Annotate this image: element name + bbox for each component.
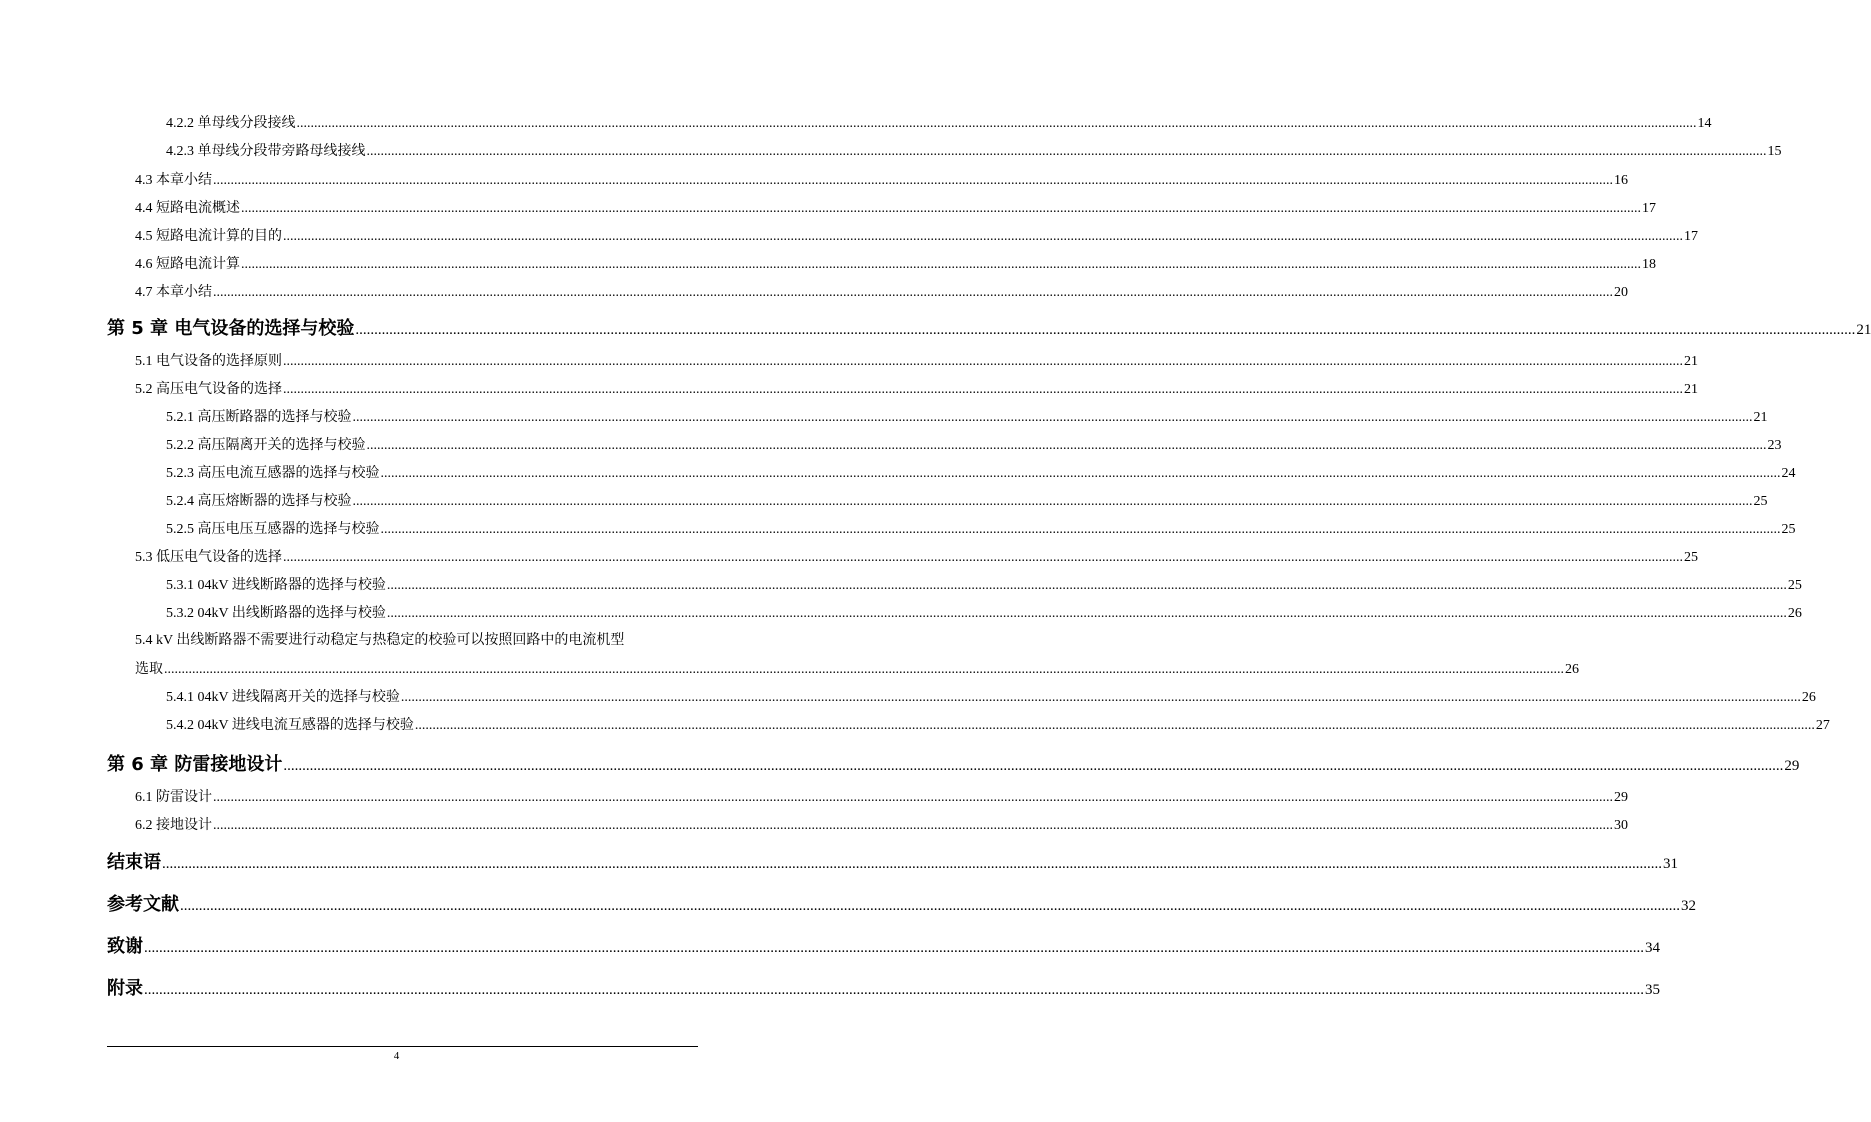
toc-entry[interactable] bbox=[135, 285, 1628, 300]
toc-leader-dots: ................................................................................................................................................................................................................................................................................................................................................................................................................ bbox=[144, 940, 1644, 956]
toc-page-number: 31 bbox=[1663, 856, 1678, 872]
toc-leader-dots: ................................................................................................................................................................................................................................................................................................................................................................................................................ bbox=[380, 466, 1781, 481]
toc-entry[interactable] bbox=[166, 578, 1802, 593]
toc-page-number: 16 bbox=[1614, 173, 1628, 188]
toc-entry-label: 选取 bbox=[135, 662, 163, 677]
toc-entry[interactable] bbox=[135, 818, 1628, 833]
toc-page-number: 15 bbox=[1767, 144, 1782, 159]
toc-page-number: 23 bbox=[1767, 438, 1782, 453]
toc-entry-label: 结束语 bbox=[107, 852, 161, 873]
toc-leader-dots: ................................................................................................................................................................................................................................................................................................................................................................................................................ bbox=[283, 550, 1683, 565]
toc-leader-dots: ................................................................................................................................................................................................................................................................................................................................................................................................................ bbox=[283, 758, 1784, 774]
toc-page-number: 26 bbox=[1787, 606, 1802, 621]
toc-page-number: 25 bbox=[1787, 578, 1802, 593]
toc-leader-dots: ................................................................................................................................................................................................................................................................................................................................................................................................................ bbox=[380, 522, 1781, 537]
toc-page-number: 30 bbox=[1614, 818, 1628, 833]
toc-entry[interactable] bbox=[135, 790, 1628, 805]
toc-entry[interactable] bbox=[166, 438, 1782, 453]
toc-leader-dots: ................................................................................................................................................................................................................................................................................................................................................................................................................ bbox=[352, 410, 1753, 425]
toc-entry[interactable] bbox=[135, 229, 1698, 244]
toc-chapter-entry[interactable] bbox=[107, 754, 1800, 775]
toc-entry[interactable] bbox=[166, 116, 1712, 131]
toc-page-number: 34 bbox=[1645, 940, 1660, 956]
toc-entry-label: 6.1 防雷设计 bbox=[135, 790, 212, 805]
toc-leader-dots: ................................................................................................................................................................................................................................................................................................................................................................................................................ bbox=[296, 116, 1697, 131]
toc-page-number: 32 bbox=[1681, 898, 1696, 914]
toc-entry-label: 5.4.2 04kV 进线电流互感器的选择与校验 bbox=[166, 718, 414, 733]
toc-entry[interactable] bbox=[135, 257, 1656, 272]
toc-entry[interactable] bbox=[166, 494, 1768, 509]
toc-entry-label: 4.5 短路电流计算的目的 bbox=[135, 229, 282, 244]
toc-page-number: 26 bbox=[1801, 690, 1816, 705]
toc-entry[interactable] bbox=[166, 144, 1782, 159]
toc-page-number: 17 bbox=[1642, 201, 1656, 216]
toc-entry-label: 5.2.3 高压电流互感器的选择与校验 bbox=[166, 466, 380, 481]
toc-leader-dots: ................................................................................................................................................................................................................................................................................................................................................................................................................ bbox=[352, 494, 1753, 509]
toc-page-number: 21 bbox=[1684, 382, 1698, 397]
toc-page-number: 29 bbox=[1784, 758, 1800, 774]
toc-entry-label: 第 6 章 防雷接地设计 bbox=[107, 754, 283, 775]
toc-entry-label: 5.2.4 高压熔断器的选择与校验 bbox=[166, 494, 352, 509]
toc-entry[interactable] bbox=[166, 410, 1768, 425]
toc-entry-label: 5.1 电气设备的选择原则 bbox=[135, 354, 282, 369]
toc-leader-dots: ................................................................................................................................................................................................................................................................................................................................................................................................................ bbox=[386, 606, 1787, 621]
toc-entry-wrapped-line[interactable]: 5.4 kV 出线断路器不需要进行动稳定与热稳定的校验可以按照回路中的电流机型 bbox=[135, 633, 625, 648]
toc-leader-dots: ................................................................................................................................................................................................................................................................................................................................................................................................................ bbox=[241, 257, 1641, 272]
toc-page-number: 27 bbox=[1815, 718, 1830, 733]
toc-entry[interactable] bbox=[166, 466, 1796, 481]
toc-entry-label: 附录 bbox=[107, 978, 143, 999]
toc-page-number: 14 bbox=[1697, 116, 1712, 131]
toc-entry-label: 致谢 bbox=[107, 936, 143, 957]
toc-leader-dots: ................................................................................................................................................................................................................................................................................................................................................................................................................ bbox=[241, 201, 1641, 216]
toc-page-number: 17 bbox=[1684, 229, 1698, 244]
toc-leader-dots: ................................................................................................................................................................................................................................................................................................................................................................................................................ bbox=[283, 354, 1683, 369]
toc-entry-label: 4.7 本章小结 bbox=[135, 285, 212, 300]
toc-entry-label: 5.2 高压电气设备的选择 bbox=[135, 382, 282, 397]
toc-leader-dots: ................................................................................................................................................................................................................................................................................................................................................................................................................ bbox=[414, 718, 1815, 733]
toc-page-number: 24 bbox=[1781, 466, 1796, 481]
toc-entry-label: 4.2.2 单母线分段接线 bbox=[166, 116, 296, 131]
toc-entry-label: 4.2.3 单母线分段带旁路母线接线 bbox=[166, 144, 366, 159]
toc-page-number: 26 bbox=[1565, 662, 1579, 677]
toc-entry[interactable] bbox=[135, 382, 1698, 397]
toc-entry[interactable] bbox=[166, 690, 1816, 705]
toc-leader-dots: ................................................................................................................................................................................................................................................................................................................................................................................................................ bbox=[213, 173, 1613, 188]
toc-entry[interactable] bbox=[135, 354, 1698, 369]
toc-entry-label: 4.3 本章小结 bbox=[135, 173, 212, 188]
toc-entry-label: 5.3.1 04kV 进线断路器的选择与校验 bbox=[166, 578, 386, 593]
toc-page-number: 25 bbox=[1753, 494, 1768, 509]
toc-entry-label: 5.2.2 高压隔离开关的选择与校验 bbox=[166, 438, 366, 453]
toc-page-number: 20 bbox=[1614, 285, 1628, 300]
toc-entry[interactable] bbox=[166, 606, 1802, 621]
toc-chapter-entry[interactable] bbox=[107, 936, 1660, 957]
toc-page-number: 21 bbox=[1753, 410, 1768, 425]
toc-chapter-entry[interactable] bbox=[107, 852, 1678, 873]
toc-entry-label: 4.6 短路电流计算 bbox=[135, 257, 240, 272]
toc-leader-dots: ................................................................................................................................................................................................................................................................................................................................................................................................................ bbox=[400, 690, 1801, 705]
toc-page-number: 25 bbox=[1781, 522, 1796, 537]
toc-chapter-entry[interactable] bbox=[107, 978, 1660, 999]
toc-leader-dots: ................................................................................................................................................................................................................................................................................................................................................................................................................ bbox=[386, 578, 1787, 593]
toc-page-number: 25 bbox=[1684, 550, 1698, 565]
toc-entry[interactable] bbox=[135, 201, 1656, 216]
toc-leader-dots: ................................................................................................................................................................................................................................................................................................................................................................................................................ bbox=[283, 382, 1683, 397]
toc-chapter-entry[interactable] bbox=[107, 894, 1696, 915]
toc-entry-label: 4.4 短路电流概述 bbox=[135, 201, 240, 216]
toc-page-number: 21 bbox=[1684, 354, 1698, 369]
toc-leader-dots: ................................................................................................................................................................................................................................................................................................................................................................................................................ bbox=[213, 818, 1613, 833]
footer-divider bbox=[107, 1046, 698, 1047]
toc-page-number: 35 bbox=[1645, 982, 1660, 998]
toc-entry-label: 5.4.1 04kV 进线隔离开关的选择与校验 bbox=[166, 690, 400, 705]
toc-leader-dots: ................................................................................................................................................................................................................................................................................................................................................................................................................ bbox=[162, 856, 1662, 872]
toc-entry[interactable] bbox=[135, 550, 1698, 565]
toc-entry-label: 6.2 接地设计 bbox=[135, 818, 212, 833]
toc-page-number: 29 bbox=[1614, 790, 1628, 805]
toc-leader-dots: ................................................................................................................................................................................................................................................................................................................................................................................................................ bbox=[180, 898, 1680, 914]
toc-entry[interactable] bbox=[166, 522, 1796, 537]
toc-entry-label: 5.3.2 04kV 出线断路器的选择与校验 bbox=[166, 606, 386, 621]
toc-entry-label: 5.2.1 高压断路器的选择与校验 bbox=[166, 410, 352, 425]
toc-leader-dots: ................................................................................................................................................................................................................................................................................................................................................................................................................ bbox=[366, 438, 1767, 453]
toc-entry-label: 参考文献 bbox=[107, 894, 179, 915]
toc-page-number: 18 bbox=[1642, 257, 1656, 272]
page-number: 4 bbox=[393, 1050, 400, 1062]
toc-entry[interactable] bbox=[135, 173, 1628, 188]
toc-leader-dots: ................................................................................................................................................................................................................................................................................................................................................................................................................ bbox=[164, 662, 1564, 677]
toc-entry-label: 5.2.5 高压电压互感器的选择与校验 bbox=[166, 522, 380, 537]
toc-entry[interactable] bbox=[166, 718, 1830, 733]
toc-page-number: 21 bbox=[1856, 322, 1871, 338]
toc-chapter-entry[interactable] bbox=[107, 318, 1871, 339]
toc-entry[interactable] bbox=[135, 662, 1579, 677]
toc-entry-label: 5.3 低压电气设备的选择 bbox=[135, 550, 282, 565]
toc-leader-dots: ................................................................................................................................................................................................................................................................................................................................................................................................................ bbox=[213, 285, 1613, 300]
toc-leader-dots: ................................................................................................................................................................................................................................................................................................................................................................................................................ bbox=[213, 790, 1613, 805]
toc-entry-label: 第 5 章 电气设备的选择与校验 bbox=[107, 318, 355, 339]
toc-leader-dots: ................................................................................................................................................................................................................................................................................................................................................................................................................ bbox=[144, 982, 1644, 998]
toc-leader-dots: ................................................................................................................................................................................................................................................................................................................................................................................................................ bbox=[366, 144, 1767, 159]
toc-leader-dots: ................................................................................................................................................................................................................................................................................................................................................................................................................ bbox=[283, 229, 1683, 244]
toc-leader-dots: ................................................................................................................................................................................................................................................................................................................................................................................................................ bbox=[355, 322, 1856, 338]
